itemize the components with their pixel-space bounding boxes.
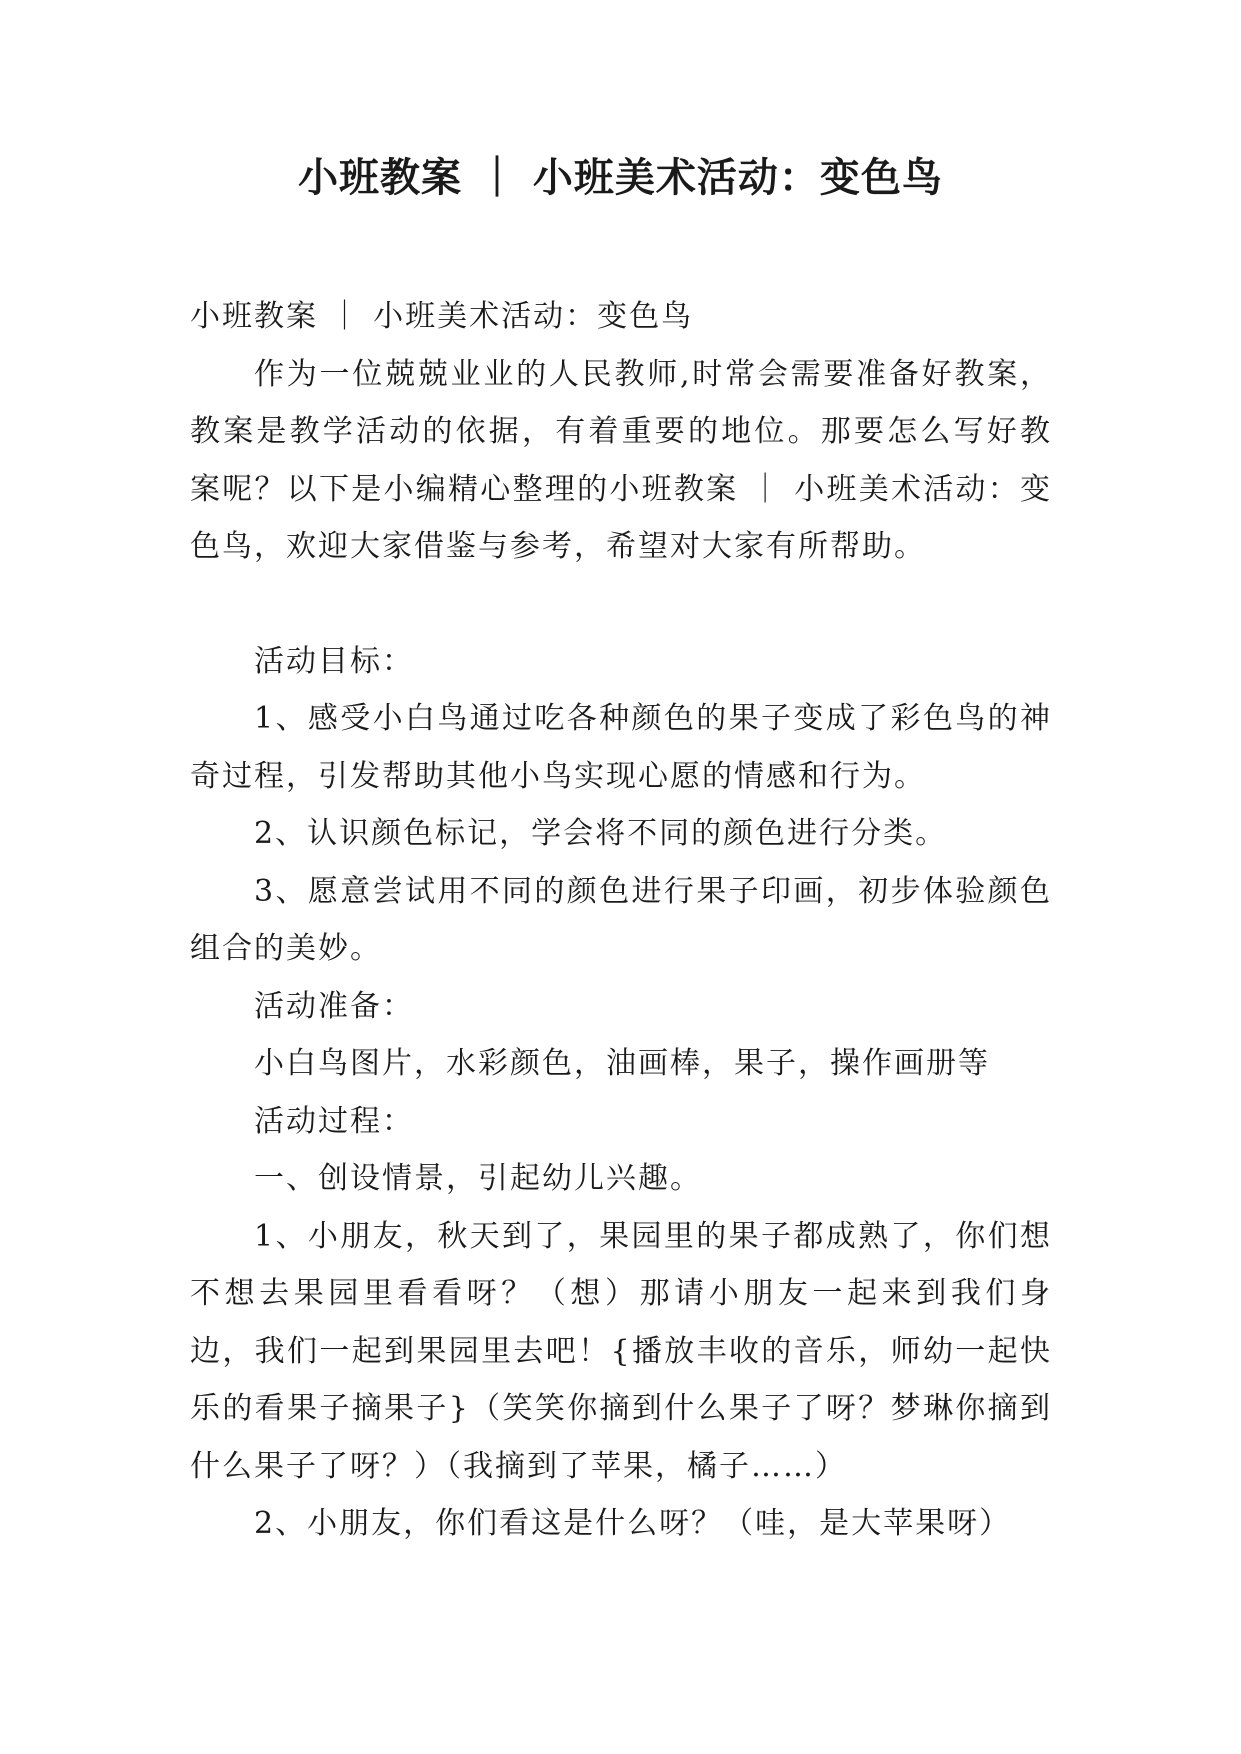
section-heading-process: 活动过程：: [254, 1103, 414, 1139]
document-body: [190, 288, 1052, 1553]
preparation-materials: 小白鸟图片，水彩颜色，油画棒，果子，操作画册等: [254, 1046, 990, 1081]
section-heading-goals: 活动目标：: [254, 643, 414, 679]
section-heading-preparation: 活动准备：: [254, 988, 414, 1024]
process-item-1: 1、小朋友，秋天到了，果园里的果子都成熟了，你们想不想去果园里看看呀？（想）那请小朋友一起来到我们身边，我们一起到果园里去吧！{播放丰收的音乐，师幼一起快乐的看果子摘果子}（笑笑你摘到什么果子了呀？梦琳你摘到什么果子了呀？）（我摘到了苹果，橘子……）: [190, 1218, 1052, 1484]
goal-item-1: 1、感受小白鸟通过吃各种颜色的果子变成了彩色鸟的神奇过程，引发帮助其他小鸟实现心愿的情感和行为。: [190, 701, 1052, 794]
process-item-2: 2、小朋友，你们看这是什么呀？（哇，是大苹果呀）: [254, 1506, 1012, 1541]
paragraph-spacer: [190, 576, 1052, 633]
process-step-heading: 一、创设情景，引起幼儿兴趣。: [254, 1161, 702, 1196]
document-title: 小班教案 ｜ 小班美术活动：变色鸟: [298, 154, 943, 201]
goal-item-3: 3、愿意尝试用不同的颜色进行果子印画，初步体验颜色组合的美妙。: [190, 873, 1052, 966]
intro-paragraph: 作为一位兢兢业业的人民教师,时常会需要准备好教案，教案是教学活动的依据，有着重要的地位。那要怎么写好教案呢？以下是小编精心整理的小班教案 ｜ 小班美术活动：变色鸟，欢迎大家借鉴与参考，希望对大家有所帮助。: [190, 356, 1052, 564]
subtitle-line: 小班教案 ｜ 小班美术活动：变色鸟: [190, 299, 694, 334]
goal-item-2: 2、认识颜色标记，学会将不同的颜色进行分类。: [254, 816, 948, 851]
